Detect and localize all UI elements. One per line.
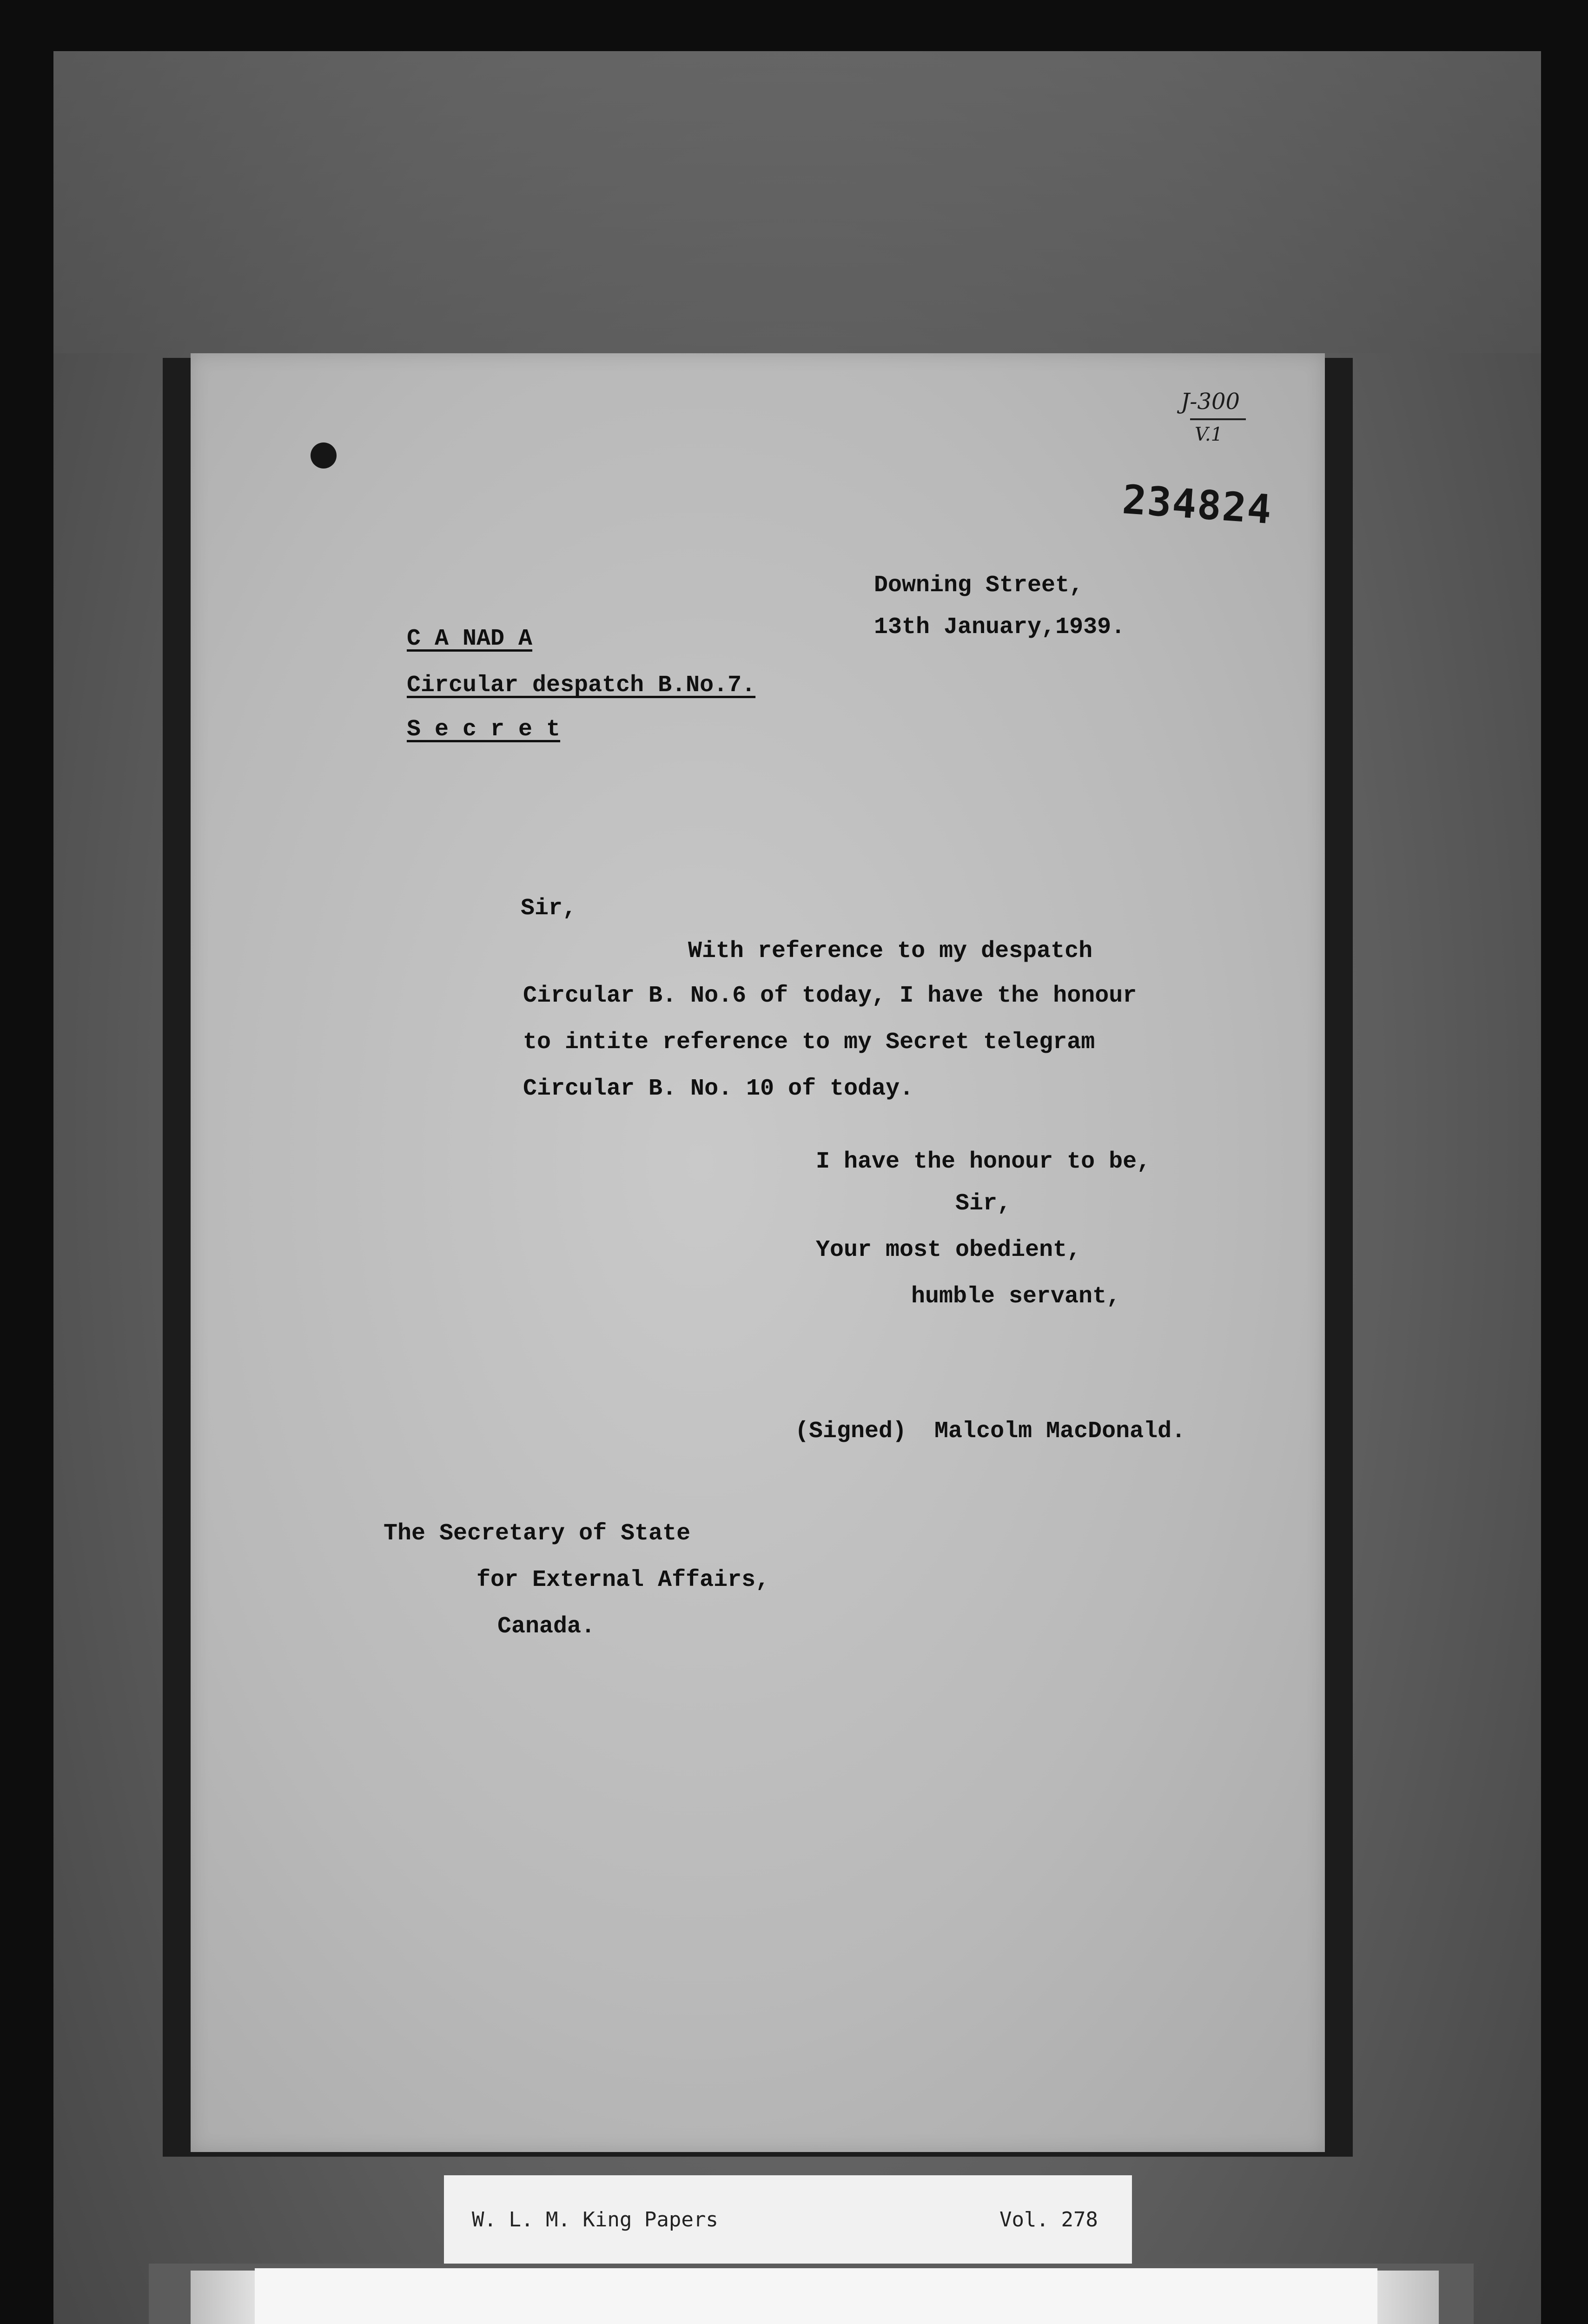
mat-shading xyxy=(53,51,1541,353)
reference-rule xyxy=(1190,418,1246,420)
place-line: Downing Street, xyxy=(874,572,1084,599)
volume-number: Vol. 278 xyxy=(999,2208,1098,2232)
circular-heading: Circular despatch B.No.7. xyxy=(407,672,756,699)
body-line-4: Circular B. No. 10 of today. xyxy=(523,1076,914,1102)
closing-line-1: I have the honour to be, xyxy=(816,1149,1151,1175)
salutation: Sir, xyxy=(521,895,577,922)
closing-line-3: Your most obedient, xyxy=(816,1237,1081,1263)
card-edge-left xyxy=(191,2271,260,2324)
addressee-line-3: Canada. xyxy=(497,1613,596,1640)
letter-sheet xyxy=(191,353,1325,2152)
stamp-number: 234824 xyxy=(1121,476,1274,534)
date-line: 13th January,1939. xyxy=(874,614,1125,640)
file-reference: J-300 xyxy=(1181,389,1240,415)
punch-hole xyxy=(311,442,337,469)
closing-line-4: humble servant, xyxy=(911,1283,1121,1310)
addressee-line-1: The Secretary of State xyxy=(384,1520,691,1547)
body-line-3: to intite reference to my Secret telegram xyxy=(523,1029,1095,1056)
volume-mark: V.1 xyxy=(1195,424,1223,445)
body-line-2: Circular B. No.6 of today, I have the honour xyxy=(523,983,1137,1009)
collection-name: W. L. M. King Papers xyxy=(472,2208,718,2232)
classification-heading: S e c r e t xyxy=(407,716,561,743)
addressee-line-2: for External Affairs, xyxy=(476,1567,770,1593)
body-line-1: With reference to my despatch xyxy=(688,938,1093,964)
signature-line: (Signed) Malcolm MacDonald. xyxy=(795,1418,1186,1445)
closing-line-2: Sir, xyxy=(955,1190,1012,1217)
archives-card xyxy=(255,2268,1377,2324)
country-heading: C A NAD A xyxy=(407,626,533,652)
